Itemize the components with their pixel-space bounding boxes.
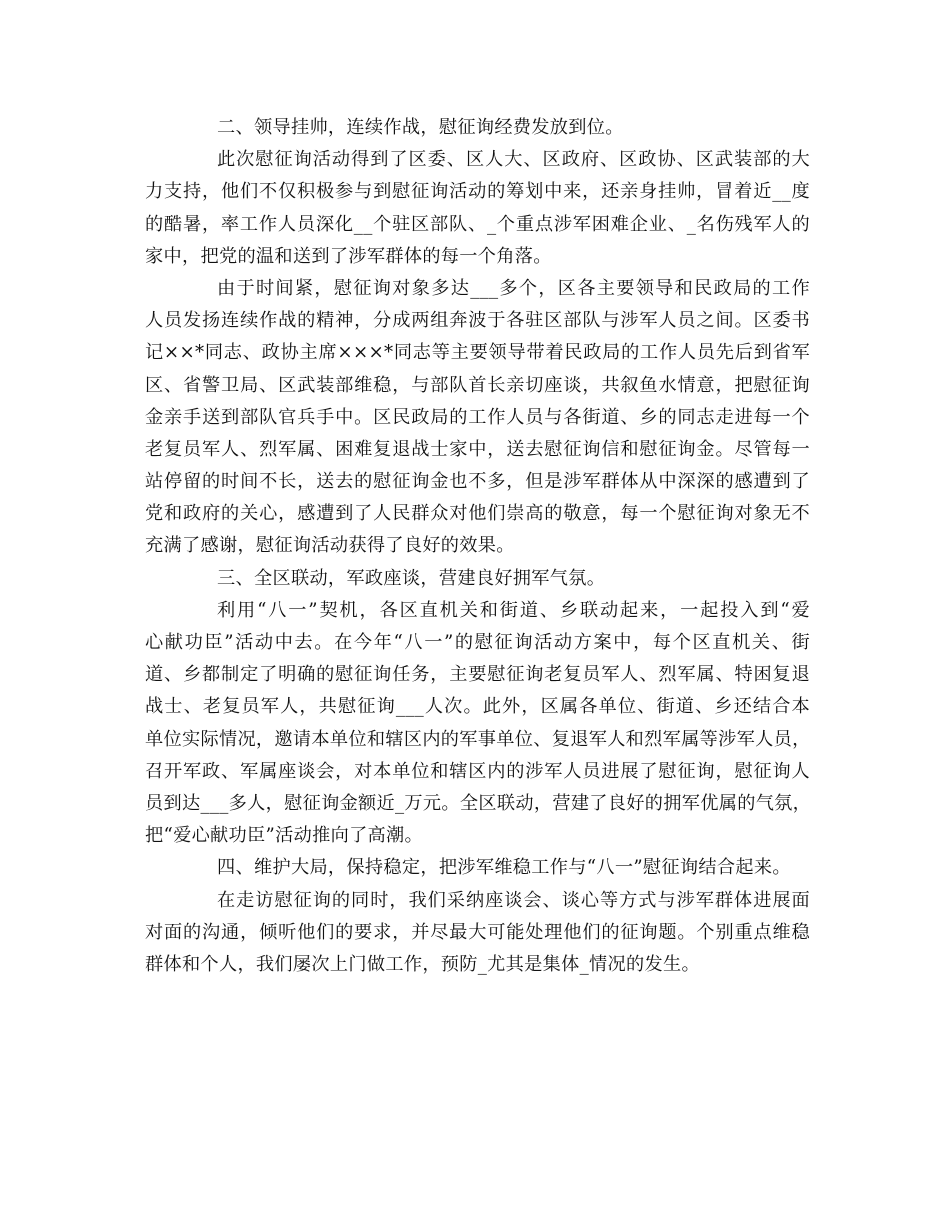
paragraph-line: 召开军政、军属座谈会，对本单位和辖区内的涉军人员进展了慰征询，慰征询人	[145, 760, 810, 782]
paragraph-line: 由于时间紧，慰征询对象多达___多个，区各主要领导和民政局的工作	[217, 277, 810, 299]
paragraph-line: 站停留的时间不长，送去的慰征询金也不多，但是涉军群体从中深深的感遭到了	[145, 471, 810, 493]
paragraph-line: 在走访慰征询的同时，我们采纳座谈会、谈心等方式与涉军群体进展面	[217, 889, 810, 911]
paragraph-line: 老复员军人、烈军属、困难复退战士家中，送去慰征询信和慰征询金。尽管每一	[145, 438, 810, 460]
paragraph-line: 记××*同志、政协主席×××*同志等主要领导带着民政局的工作人员先后到省军	[145, 342, 810, 364]
paragraph-line: 道、乡都制定了明确的慰征询任务，主要慰征询老复员军人、烈军属、特困复退	[145, 664, 810, 686]
paragraph-line: 单位实际情况，邀请本单位和辖区内的军事单位、复退军人和烈军属等涉军人员，	[145, 728, 811, 750]
section-heading: 二、领导挂帅，连续作战，慰征询经费发放到位。	[217, 117, 624, 138]
paragraph-line: 的酷暑，率工作人员深化__个驻区部队、_个重点涉军困难企业、_名伤残军人的	[145, 213, 810, 235]
paragraph-line: 人员发扬连续作战的精神，分成两组奔波于各驻区部队与涉军人员之间。区委书	[145, 310, 810, 332]
paragraph-line: 家中，把党的温和送到了涉军群体的每一个角落。	[145, 245, 552, 267]
paragraph-line: 对面的沟通，倾听他们的要求，并尽最大可能处理他们的征询题。个别重点维稳	[145, 921, 810, 943]
paragraph-line: 战士、老复员军人，共慰征询___人次。此外，区属各单位、街道、乡还结合本	[145, 696, 810, 718]
paragraph-line: 利用“八一”契机，各区直机关和街道、乡联动起来，一起投入到“爱	[217, 599, 810, 621]
paragraph-line: 群体和个人，我们屡次上门做工作，预防_尤其是集体_情况的发生。	[145, 953, 700, 975]
document-body	[145, 112, 810, 981]
section-heading: 四、维护大局，保持稳定，把涉军维稳工作与“八一”慰征询结合起来。	[217, 857, 791, 879]
paragraph-line: 员到达___多人，慰征询金额近_万元。全区联动，营建了良好的拥军优属的气氛，	[145, 792, 812, 814]
paragraph-line: 把“爱心献功臣”活动推向了高潮。	[145, 825, 424, 847]
paragraph-line: 区、省警卫局、区武装部维稳，与部队首长亲切座谈，共叙鱼水情意，把慰征询	[145, 374, 810, 396]
section-heading: 三、全区联动，军政座谈，营建良好拥军气氛。	[217, 567, 606, 589]
paragraph-line: 此次慰征询活动得到了区委、区人大、区政府、区政协、区武装部的大	[217, 149, 810, 171]
paragraph-line: 心献功臣”活动中去。在今年“八一”的慰征询活动方案中，每个区直机关、街	[145, 632, 810, 653]
paragraph-line: 力支持，他们不仅积极参与到慰征询活动的筹划中来，还亲身挂帅，冒着近__度	[145, 181, 810, 203]
paragraph-line: 金亲手送到部队官兵手中。区民政局的工作人员与各街道、乡的同志走进每一个	[145, 406, 810, 428]
paragraph-line: 党和政府的关心，感遭到了人民群众对他们崇高的敬意，每一个慰征询对象无不	[145, 503, 810, 525]
paragraph-line: 充满了感谢，慰征询活动获得了良好的效果。	[145, 535, 515, 557]
